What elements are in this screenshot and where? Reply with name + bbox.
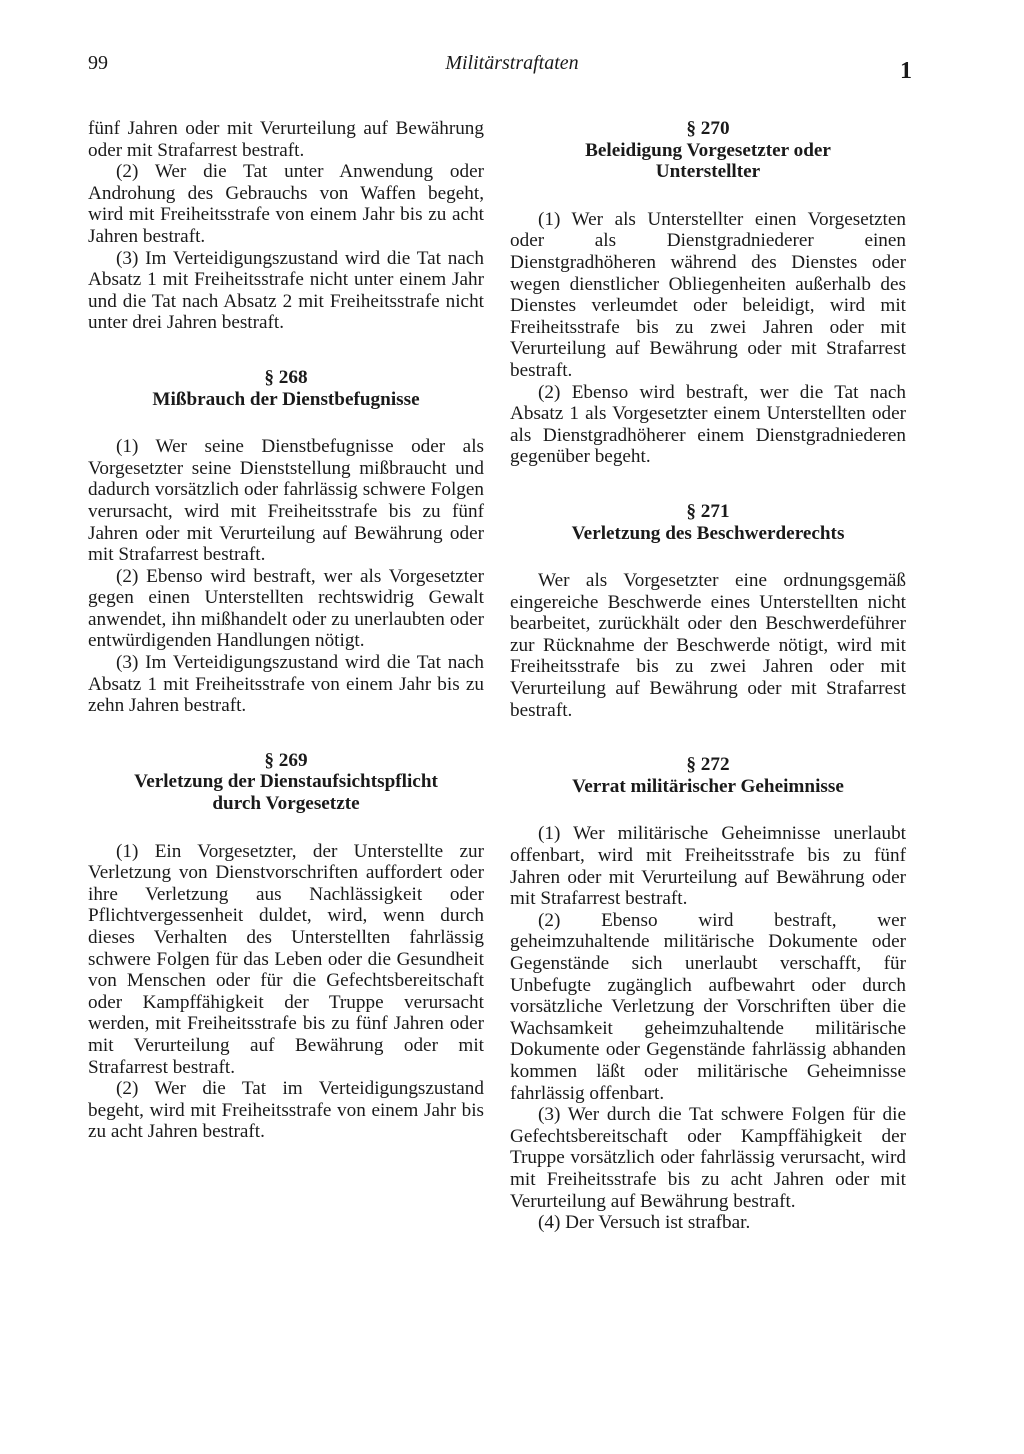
paragraph: (2) Wer die Tat unter Anwendung oder Androhung des Gebrauchs von Waffen begeht, wird mit Freiheitsstrafe von einem Jahr bis zu acht Jahren bestraft. [88, 161, 484, 247]
section-title: Verletzung des Beschwerderechts [571, 522, 845, 544]
section-number: § 268 [264, 366, 308, 388]
section-heading-270 [510, 118, 906, 183]
paragraph: (3) Wer durch die Tat schwere Folgen für die Gefechtsbereitschaft oder Kampffähigkeit der Truppe vorsätzlich oder fahrlässig verursacht, wird mit Freiheitsstrafe bis zu acht Jahren oder mit Verurteilung auf Bewährung bestraft. [510, 1104, 906, 1212]
section-title: Beleidigung Vorgesetzter oder [585, 139, 831, 161]
paragraph: (3) Im Verteidigungszustand wird die Tat nach Absatz 1 mit Freiheitsstrafe von einem Jahr bis zu zehn Jahren bestraft. [88, 652, 484, 717]
paragraph: (1) Wer als Unterstellter einen Vorgesetzten oder als Dienstgradniederer einen Dienstgradhöheren während des Dienstes oder wegen dienstlicher Obliegenheiten außerhalb des Dienstes verleumdet oder beleidigt, wird mit Freiheitsstrafe bis zu zwei Jahren oder mit Verurteilung auf Bewährung oder mit Strafarrest bestraft. [510, 208, 906, 381]
paragraph: Wer als Vorgesetzter eine ordnungsgemäß eingereiche Beschwerde eines Unterstellten nicht bearbeitet, zurückhält oder den Beschwerdeführer zur Rücknahme der Beschwerde nötigt, wird mit Freiheitsstrafe bis zu zwei Jahren oder mit Verurteilung auf Bewährung oder mit Strafarrest bestraft. [510, 570, 906, 721]
paragraph: (1) Wer seine Dienstbefugnisse oder als Vorgesetzter seine Dienststellung mißbraucht und dadurch vorsätzlich oder fahrlässig schwere Folgen verursacht, wird mit Freiheitsstrafe bis zu fünf Jahren oder mit Verurteilung auf Bewährung oder mit Strafarrest bestraft. [88, 436, 484, 566]
paragraph: fünf Jahren oder mit Verurteilung auf Bewährung oder mit Strafarrest bestraft. [88, 118, 484, 161]
paragraph: (2) Ebenso wird bestraft, wer geheimzuhaltende militärische Dokumente oder Gegenstände sich unerlaubt verschafft, für Unbefugte zugänglich aufbewahrt oder durch vorsätzliche Verletzung der Vorschriften über die Wachsamkeit geheimzuhaltende militärische Dokumente oder Gegenstände fahrlässig abhanden kommen läßt oder militärische Geheimnisse fahrlässig offenbart. [510, 909, 906, 1104]
paragraph: (2) Wer die Tat im Verteidigungszustand begeht, wird mit Freiheitsstrafe von einem Jahr bis zu acht Jahren bestraft. [88, 1078, 484, 1143]
section-number: § 272 [686, 754, 730, 776]
section-title: Verrat militärischer Geheimnisse [572, 775, 844, 797]
paragraph: (3) Im Verteidigungszustand wird die Tat nach Absatz 1 mit Freiheitsstrafe nicht unter einem Jahr und die Tat nach Absatz 2 mit Freiheitsstrafe nicht unter drei Jahren bestraft. [88, 247, 484, 334]
section-heading-272 [510, 754, 906, 797]
paragraph: (2) Ebenso wird bestraft, wer die Tat nach Absatz 1 als Vorgesetzter einem Unterstellten oder als Dienstgradhöherer einem Dienstgradniederen gegenüber begeht. [510, 381, 906, 468]
page-number: 99 [88, 52, 108, 74]
section-title-line2: durch Vorgesetzte [212, 793, 360, 815]
paragraph: (1) Ein Vorgesetzter, der Unterstellte zur Verletzung von Dienstvorschriften auffordert oder ihre Verletzung aus Nachlässigkeit oder Pflichtvergessenheit duldet, wird, wenn durch dieses Verhalten des Unterstellten fahrlässig schwere Folgen für das Leben oder die Gesundheit von Menschen oder für die Gefechtsbereitschaft oder Kampffähigkeit der Truppe verursacht werden, mit Freiheitsstrafe bis zu fünf Jahren oder mit Verurteilung auf Bewährung oder mit Strafarrest bestraft. [88, 840, 484, 1078]
section-heading-271 [510, 501, 906, 544]
section-title-line2: Unterstellter [655, 161, 761, 183]
section-heading-269 [88, 750, 484, 815]
section-title: Mißbrauch der Dienstbefugnisse [152, 388, 420, 410]
paragraph: (2) Ebenso wird bestraft, wer als Vorgesetzter gegen einen Unterstellten rechtswidrig Gewalt anwendet, ihn mißhandelt oder zu unerlaubten oder entwürdigenden Handlungen nötigt. [88, 565, 484, 652]
paragraph: (1) Wer militärische Geheimnisse unerlaubt offenbart, wird mit Freiheitsstrafe bis zu fünf Jahren oder mit Verurteilung auf Bewährung oder mit Strafarrest bestraft. [510, 823, 906, 910]
section-number: § 271 [686, 500, 730, 522]
running-title: Militärstraftaten [445, 52, 579, 74]
right-column [510, 118, 906, 1234]
section-title: Verletzung der Dienstaufsichtspflicht [134, 771, 438, 793]
left-column [88, 118, 484, 1143]
section-number: § 269 [264, 749, 308, 771]
chapter-number: 1 [900, 58, 912, 84]
section-heading-268 [88, 367, 484, 410]
paragraph: (4) Der Versuch ist strafbar. [538, 1212, 751, 1234]
section-number: § 270 [686, 118, 730, 139]
